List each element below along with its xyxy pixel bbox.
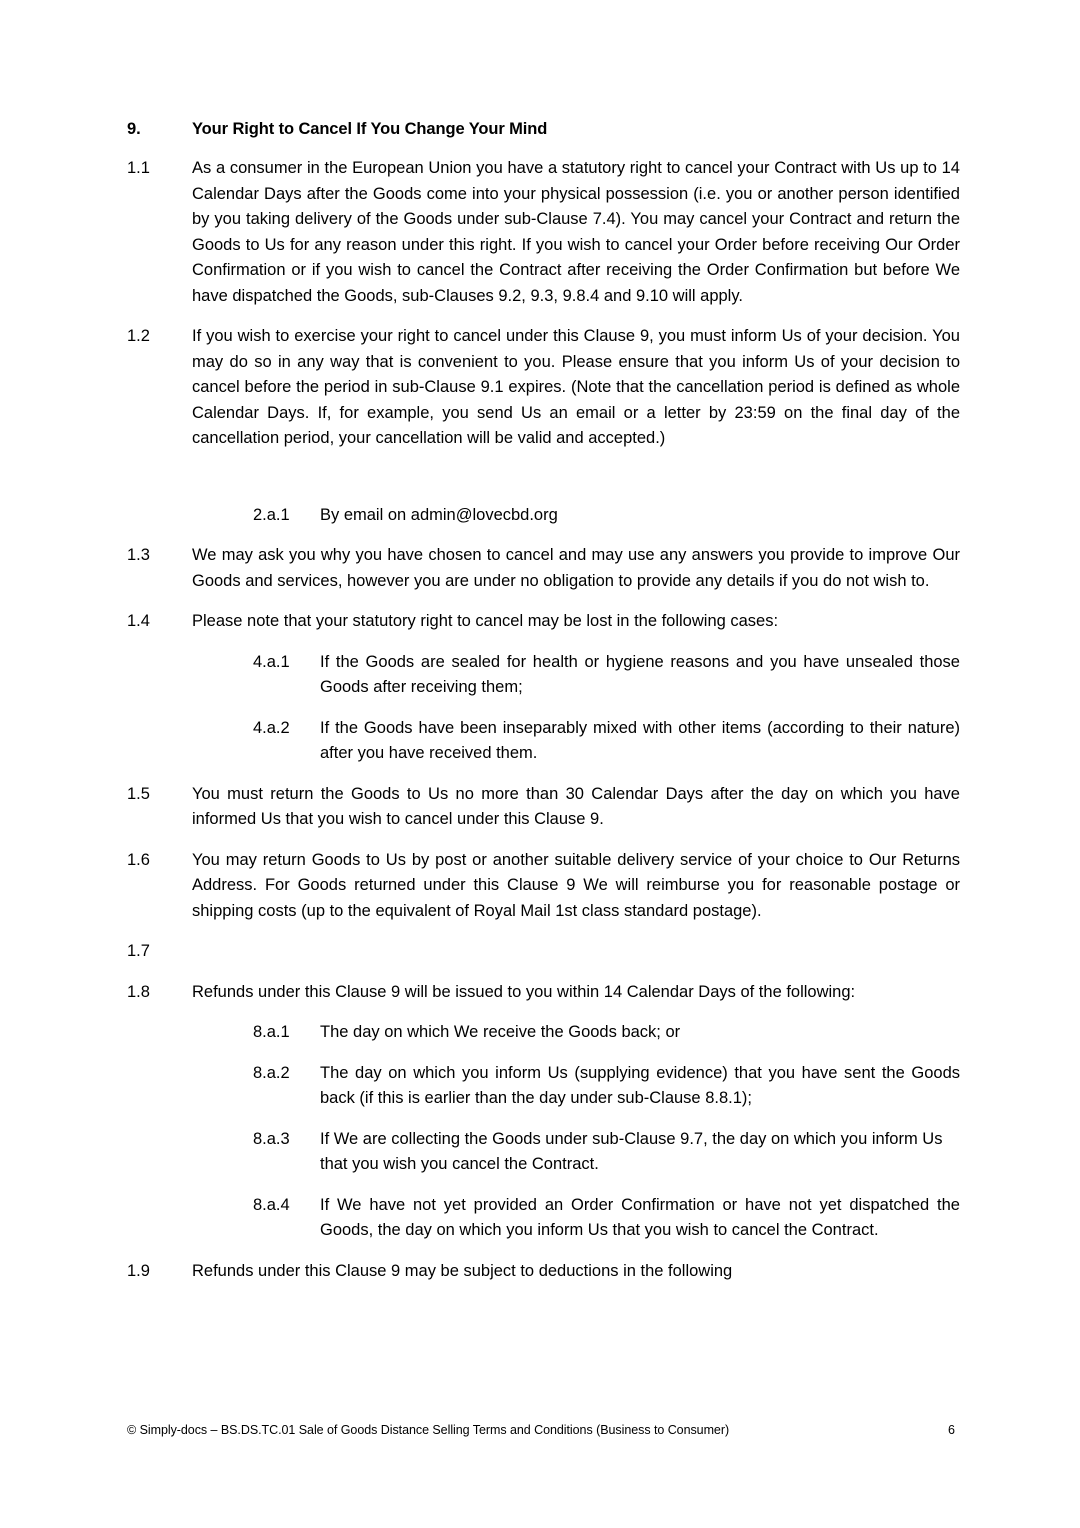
clause-subparagraph: [127, 1127, 960, 1178]
paragraph-number: 1.4: [127, 612, 150, 630]
subparagraph-number: 8.a.2: [253, 1063, 290, 1082]
clause-paragraph: [127, 543, 960, 594]
paragraph-text: If you wish to exercise your right to cancel under this Clause 9, you must inform Us of your decision. You may do so in any way that is convenient to you. Please ensure that you inform Us of your decision to cancel before the period in sub-Clause 9.1 expires. (Note that the cancellation period is defined as whole Calendar Days. If, for example, you send Us an email or a letter by 23:59 on the final day of the cancellation period, your cancellation will be valid and accepted.): [192, 327, 960, 447]
paragraph-text: [192, 939, 960, 940]
clause-title: Your Right to Cancel If You Change Your Mind: [192, 120, 548, 138]
paragraph-text: As a consumer in the European Union you have a statutory right to cancel your Contract with Us up to 14 Calendar Days after the Goods come into your physical possession (i.e. you or another person identified by you taking delivery of the Goods under sub-Clause 7.4). You may cancel your Contract and return the Goods to Us for any reason under this right. If you wish to cancel your Order before receiving Our Order Confirmation or if you wish to cancel the Contract after receiving the Order Confirmation but before We have dispatched the Goods, sub-Clauses 9.2, 9.3, 9.8.4 and 9.10 will apply.: [192, 159, 960, 305]
clause-paragraph: [127, 848, 960, 925]
clause-paragraph-empty: [127, 939, 960, 965]
subparagraph-text: By email on admin@lovecbd.org: [320, 505, 558, 524]
subparagraph-text: If We have not yet provided an Order Confirmation or have not yet dispatched the Goods, the day on which you inform Us that you wish to cancel the Contract.: [320, 1195, 960, 1239]
paragraph-number: 1.2: [127, 327, 150, 345]
subparagraph-number: 4.a.1: [253, 652, 290, 671]
paragraph-number: 1.8: [127, 982, 150, 1001]
clause-paragraph: [127, 324, 960, 452]
subparagraph-number: 8.a.4: [253, 1195, 290, 1214]
subparagraph-number: 8.a.3: [253, 1129, 290, 1148]
clause-paragraph: [127, 156, 960, 309]
paragraph-number: 1.7: [127, 942, 150, 960]
clause-subparagraph: [127, 716, 960, 767]
clause-subparagraph: [127, 650, 960, 701]
document-body: [127, 118, 960, 1299]
subparagraph-text: The day on which We receive the Goods back; or: [320, 1023, 681, 1041]
paragraph-text: Refunds under this Clause 9 may be subject to deductions in the following: [192, 1261, 733, 1280]
subparagraph-number: 4.a.2: [253, 718, 290, 737]
subparagraph-number: 2.a.1: [253, 505, 290, 524]
clause-paragraph: [127, 980, 960, 1006]
clause-subparagraph: [127, 1193, 960, 1244]
paragraph-text: You must return the Goods to Us no more than 30 Calendar Days after the day on which you have informed Us that you wish to cancel under this Clause 9.: [192, 784, 960, 828]
paragraph-text: Refunds under this Clause 9 will be issued to you within 14 Calendar Days of the following:: [192, 982, 856, 1001]
subparagraph-text: If We are collecting the Goods under sub-Clause 9.7, the day on which you inform Us that you wish you cancel the Contract.: [320, 1129, 943, 1173]
clause-paragraph: [127, 609, 960, 635]
paragraph-text: You may return Goods to Us by post or another suitable delivery service of your choice to Our Returns Address. For Goods returned under this Clause 9 We will reimburse you for reasonable postage or shipping costs (up to the equivalent of Royal Mail 1st class standard postage).: [192, 850, 960, 920]
paragraph-number: 1.5: [127, 784, 150, 803]
page-footer: [127, 1421, 960, 1439]
paragraph-number: 1.3: [127, 546, 150, 564]
subparagraph-text: If the Goods have been inseparably mixed with other items (according to their nature) after you have received them.: [320, 718, 960, 762]
clause-subparagraph: [127, 1061, 960, 1112]
subparagraph-number: 8.a.1: [253, 1023, 290, 1041]
footer-page-number: 6: [948, 1423, 955, 1437]
clause-number: 9.: [127, 120, 141, 138]
vertical-spacer: [127, 467, 960, 503]
subparagraph-text: If the Goods are sealed for health or hygiene reasons and you have unsealed those Goods after receiving them;: [320, 652, 960, 696]
paragraph-number: 1.1: [127, 159, 150, 177]
paragraph-number: 1.9: [127, 1261, 150, 1280]
clause-subparagraph: [127, 503, 960, 529]
clause-paragraph: [127, 782, 960, 833]
subparagraph-text: The day on which you inform Us (supplying evidence) that you have sent the Goods back (if this is earlier than the day under sub-Clause 8.8.1);: [320, 1063, 960, 1107]
paragraph-text: Please note that your statutory right to cancel may be lost in the following cases:: [192, 612, 779, 630]
footer-copyright-text: © Simply-docs – BS.DS.TC.01 Sale of Goods Distance Selling Terms and Conditions (Business to Consumer): [127, 1423, 730, 1437]
clause-paragraph: [127, 1259, 960, 1285]
clause-heading: [127, 118, 960, 140]
paragraph-number: 1.6: [127, 850, 150, 869]
clause-subparagraph: [127, 1020, 960, 1046]
paragraph-text: We may ask you why you have chosen to cancel and may use any answers you provide to improve Our Goods and services, however you are under no obligation to provide any details if you do not wish to.: [192, 546, 960, 590]
